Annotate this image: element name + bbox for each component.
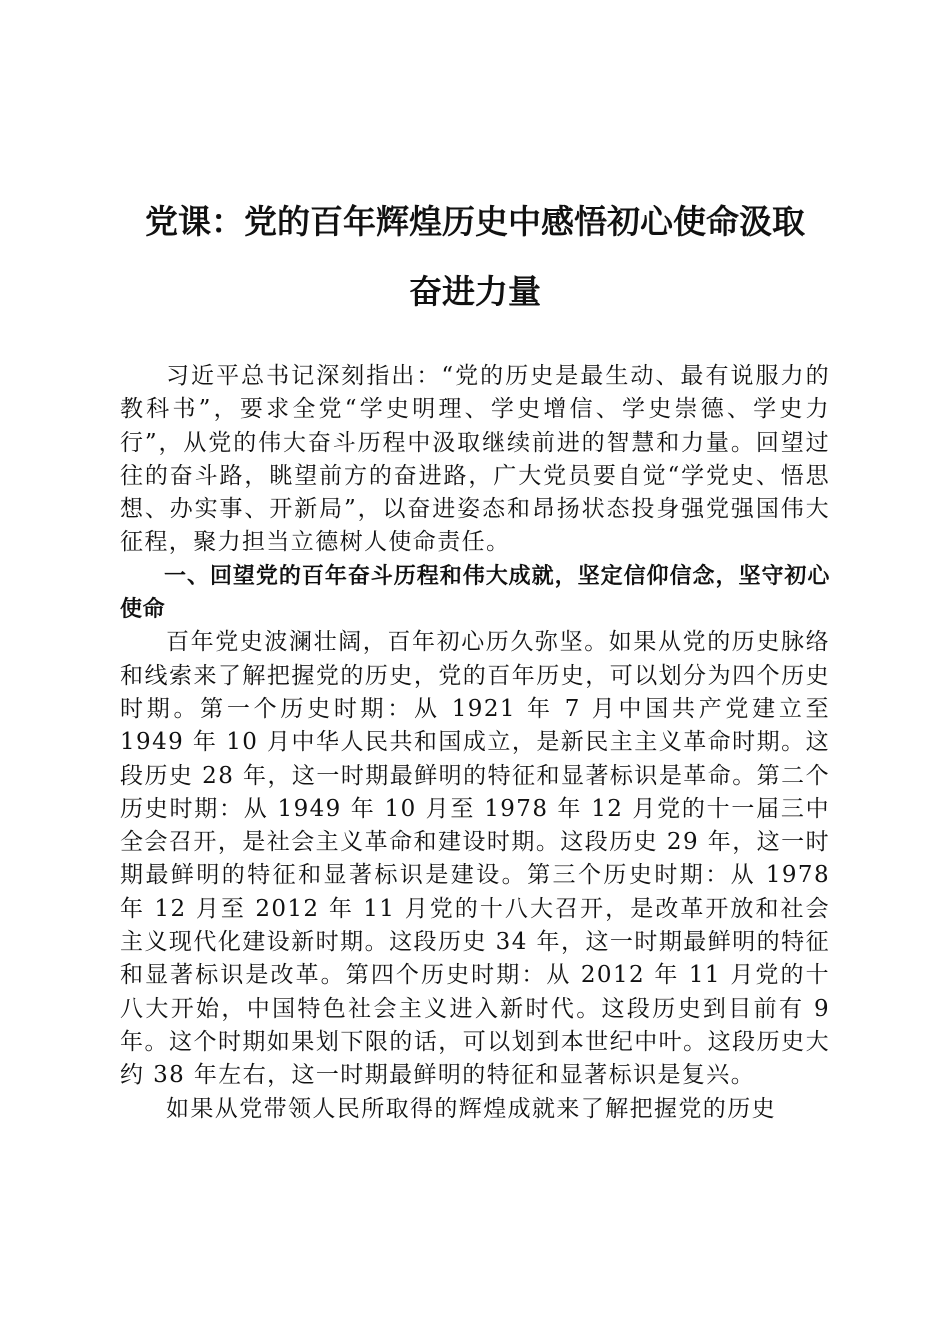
intro-paragraph: 习近平总书记深刻指出：“党的历史是最生动、最有说服力的教科书”，要求全党“学史明理、学史增信、学史崇德、学史力行”，从党的伟大奋斗历程中汲取继续前进的智慧和力量。回望过往的奋斗路，眺望前方的奋进路，广大党员要自觉“学党史、悟思想、办实事、开新局”，以奋进姿态和昂扬状态投身强党强国伟大征程，聚力担当立德树人使命责任。 (120, 363, 830, 556)
history-periods-paragraph: 百年党史波澜壮阔，百年初心历久弥坚。如果从党的历史脉络和线索来了解把握党的历史，党的百年历史，可以划分为四个历史时期。第一个历史时期：从 1921 年 7 月中国共产党建立至 1949 年 10 月中华人民共和国成立，是新民主主义革命时期。这段历史 28 年，这一时期最鲜明的特征和显著标识是革命。第二个历史时期：从 1949 年 10 月至 1978 年 12 月党的十一届三中全会召开，是社会主义革命和建设时期。这段历史 29 年，这一时期最鲜明的特征和显著标识是建设。第三个历史时期：从 1978 年 12 月至 2012 年 11 月党的十八大召开，是改革开放和社会主义现代化建设新时期。这段历史 34 年，这一时期最鲜明的特征和显著标识是改革。第四个历史时期：从 2012 年 11 月党的十八大开始，中国特色社会主义进入新时代。这段历史到目前有 9 年。这个时期如果划下限的话，可以划到本世纪中叶。这段历史大约 38 年左右，这一时期最鲜明的特征和显著标识是复兴。 (120, 629, 830, 1089)
document-body (120, 360, 830, 1126)
section-heading-1: 一、回望党的百年奋斗历程和伟大成就，坚定信仰信念，坚守初心使命 (120, 563, 830, 623)
document-title-line-2: 奋进力量 (409, 272, 541, 311)
achievements-paragraph: 如果从党带领人民所取得的辉煌成就来了解把握党的历史 (166, 1095, 776, 1122)
document-title-line-1: 党课：党的百年辉煌历史中感悟初心使命汲取 (145, 202, 805, 241)
